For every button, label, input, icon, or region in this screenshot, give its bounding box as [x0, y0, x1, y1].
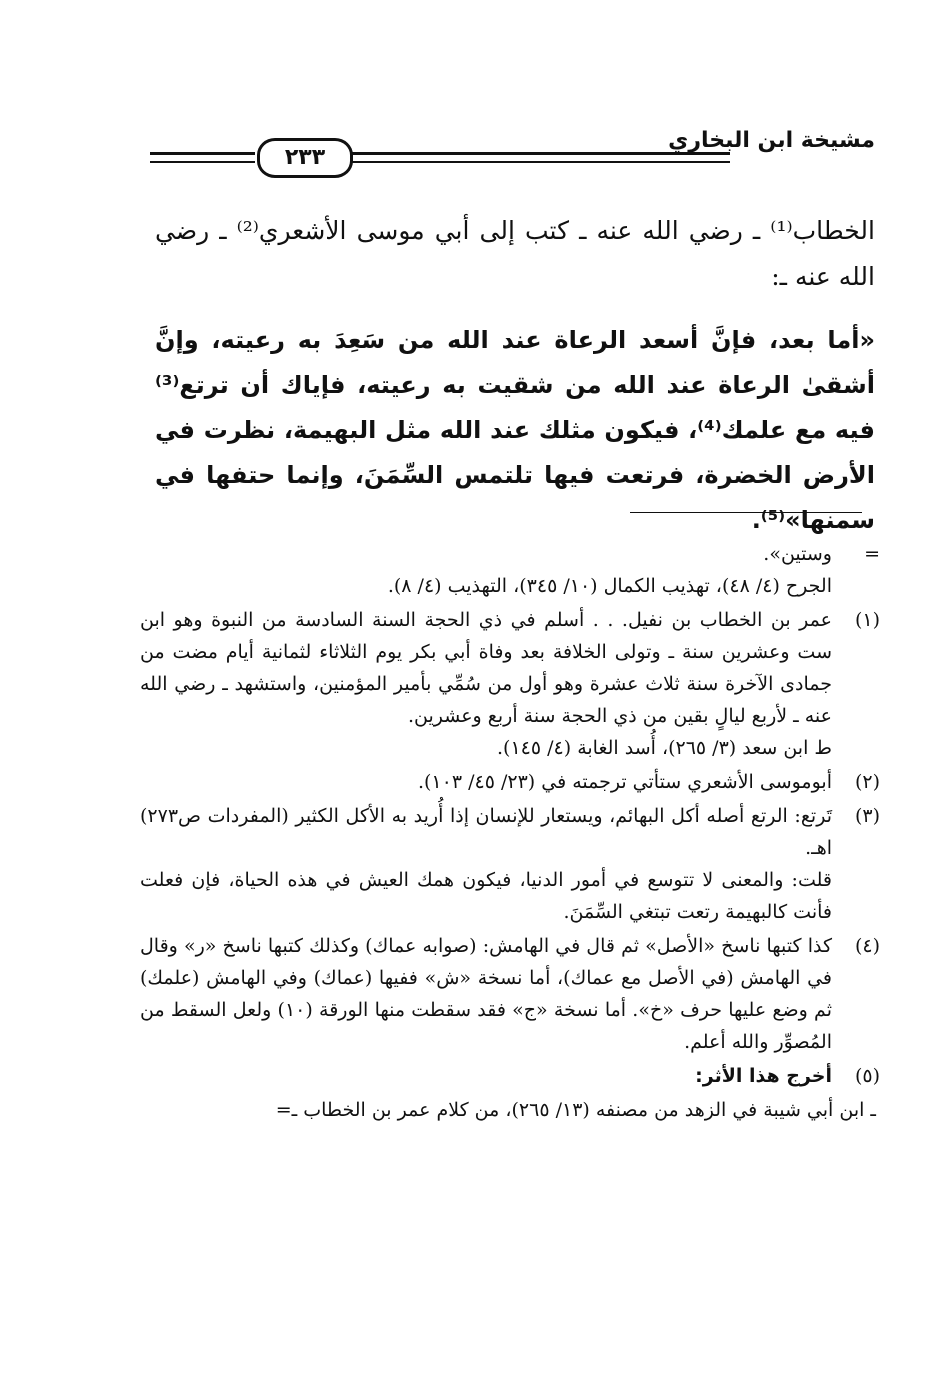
footnote-continuation-line: ـ ابن أبي شيبة في الزهد من مصنفه (١٣/ ٢٦٥)، من كلام عمر بن الخطاب ـ=: [275, 1099, 876, 1121]
footnote-marker: (٥): [854, 1065, 880, 1087]
header-rule-right: [350, 152, 730, 163]
footnote-1: [140, 604, 880, 764]
footnote-5: [140, 1060, 880, 1092]
footnote-3: [140, 800, 880, 928]
footnote-marker: =: [864, 543, 880, 565]
page-number: ٢٣٣: [257, 138, 353, 178]
quote-paragraph: «أما بعد، فإنَّ أسعد الرعاة عند الله من سَعِدَ به رعيته، وإنَّ أشقىٰ الرعاة عند الله من شقيت به رعيته، فإياك أن ترتع⁽³⁾ فيه مع علمك⁽⁴⁾، فيكون مثلك عند الله مثل البهيمة، نظرت في الأرض الخضرة، فرتعت فيها تلتمس السِّمَنَ، وإنما حتفها في سمنها»⁽⁵⁾.: [155, 326, 875, 534]
footnote-marker: (٢): [854, 771, 880, 793]
footnote-line: الجرح (٤/ ٤٨)، تهذيب الكمال (١٠/ ٣٤٥)، التهذيب (٤/ ٨).: [387, 575, 832, 597]
footnote-line: تَرتع: الرتع أصله أكل البهائم، ويستعار للإنسان إذا أُريد به الأكل الكثير (المفردات ص٢٧٣) اهـ.: [140, 805, 832, 859]
footnote-line: عمر بن الخطاب بن نفيل. . . أسلم في ذي الحجة السنة السادسة من النبوة وهو ابن ست وعشرين سنة ـ وتولى الخلافة بعد وفاة أبي بكر يوم الثلاثاء لثمانية أيام مضت من جمادى الآخرة سنة ثلاث عشرة وهو أول من سُمِّي بأمير المؤمنين، واستشهد ـ رضي الله عنه ـ لأربع ليالٍ بقين من ذي الحجة سنة أربع وعشرين.: [140, 609, 832, 727]
footnote-heading: أخرج هذا الأثر:: [695, 1065, 832, 1087]
footnote-line: أبوموسى الأشعري ستأتي ترجمته في (٢٣/ ٤٥/ ١٠٣).: [417, 771, 832, 793]
footnote-marker: (٤): [854, 935, 880, 957]
footnote-marker: (٣): [854, 805, 880, 827]
footnote-continued: [140, 538, 880, 602]
book-title: مشيخة ابن البخاري: [668, 128, 875, 153]
intro-paragraph: الخطاب⁽¹⁾ ـ رضي الله عنه ـ كتب إلى أبي موسى الأشعري⁽²⁾ ـ رضي الله عنه ـ:: [155, 216, 875, 291]
footnote-line: كذا كتبها ناسخ «الأصل» ثم قال في الهامش: (صوابه عماك) وكذلك كتبها ناسخ «ر» وقال في الهامش (في الأصل مع عماك)، أما نسخة «ش» ففيها (عماك) وفي الهامش (علمك) ثم وضع عليها حرف «خ». أما نسخة «ج» فقد سقطت منها الورقة (١٠) ولعل السقط من المُصوِّر والله أعلم.: [140, 935, 832, 1053]
footnotes: [140, 538, 880, 1126]
footnote-marker: (١): [854, 609, 880, 631]
header-rule-left: [150, 152, 255, 163]
page-header: [150, 128, 875, 178]
footnote-separator: [630, 512, 862, 513]
footnote-line: قلت: والمعنى لا تتوسع في أمور الدنيا، فيكون همك العيش في هذه الحياة، فإن فعلت فأنت كالبهيمة رتعت تبتغي السِّمَنَ.: [140, 869, 832, 923]
header-rule: [150, 136, 730, 176]
footnote-line: وستين».: [763, 543, 832, 565]
footnote-2: [140, 766, 880, 798]
footnote-4: [140, 930, 880, 1058]
footnote-line: ط ابن سعد (٣/ ٢٦٥)، أُسد الغابة (٤/ ١٤٥).: [497, 737, 832, 759]
main-text: [155, 208, 875, 543]
